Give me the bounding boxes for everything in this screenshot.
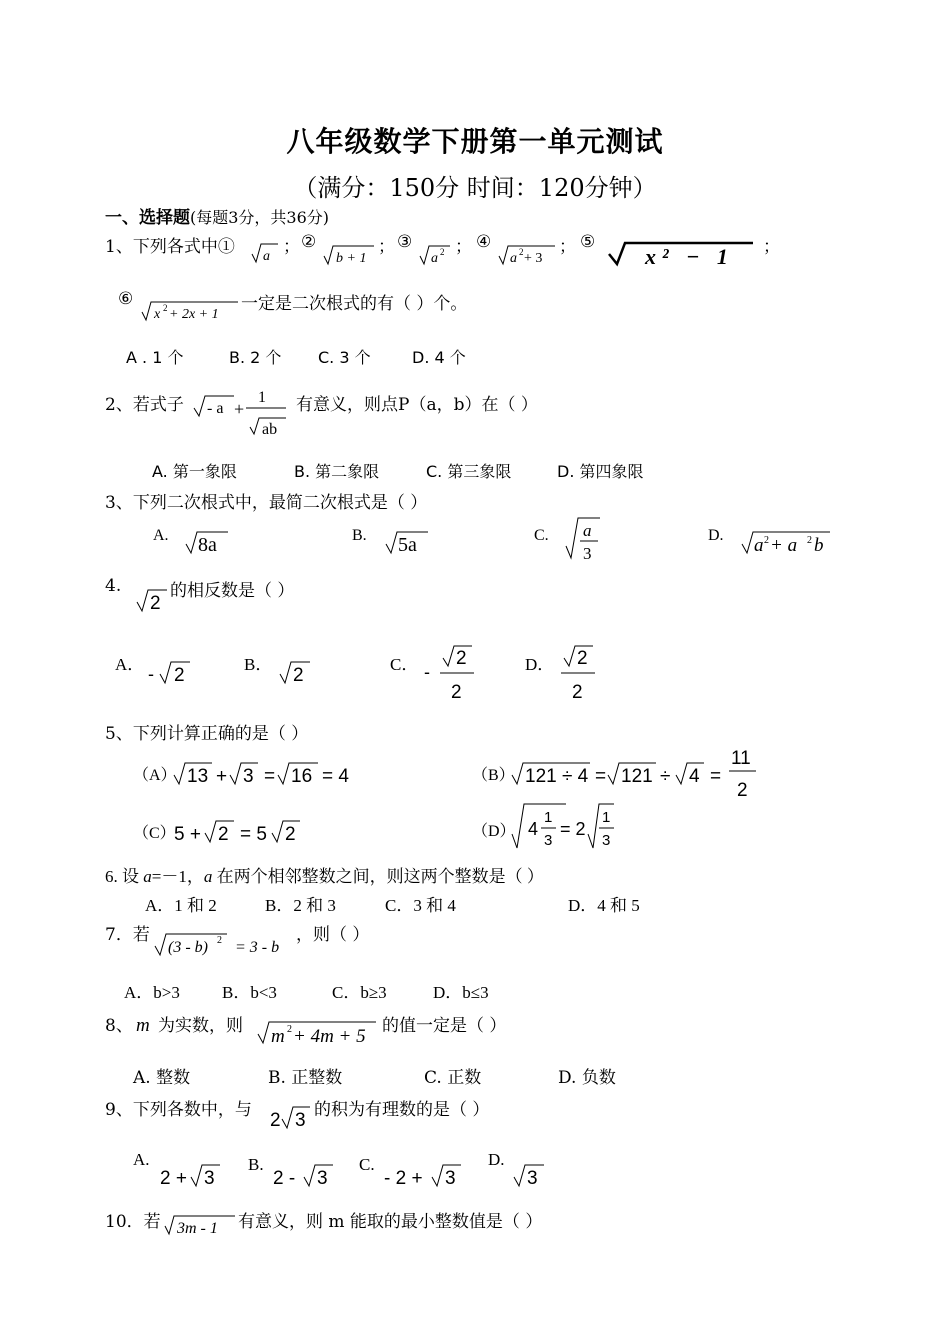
q2-option-a: A. 第一象限	[152, 462, 237, 481]
q5-option-a	[172, 756, 362, 790]
q8-expr-rest: + 4m + 5	[293, 1026, 366, 1047]
q3-label-a: A.	[153, 527, 169, 544]
q2-expr	[192, 382, 292, 442]
question-10-label: 10．若	[105, 1212, 161, 1232]
q3-label-b: B.	[352, 527, 367, 544]
question-5-text: 5、下列计算正确的是（ ）	[105, 724, 309, 744]
q8-option-b: B. 正整数	[268, 1068, 343, 1088]
q5-label-a: （A）	[133, 767, 177, 784]
q9-expr-2: 2	[270, 1110, 281, 1131]
q4-expr-text: 2	[150, 593, 161, 614]
q1-sep-1: ；	[283, 237, 300, 257]
q1-option-b: B. 2 个	[229, 348, 282, 367]
q6-option-a: A．1 和 2	[145, 896, 217, 915]
q4-option-a-minus: -	[148, 664, 154, 684]
q7-expr	[153, 927, 303, 961]
q4-option-c-num: 2	[456, 648, 467, 669]
question-8-label: 8、	[105, 1016, 133, 1036]
q9-label-c: C.	[359, 1155, 375, 1174]
q1-expr-5-text: x² − 1	[645, 244, 734, 268]
q5-label-d: （D）	[472, 823, 516, 840]
q7-expr-in: (3 - b)	[168, 939, 208, 956]
q9-option-a	[158, 1158, 224, 1192]
q9-label-a: A.	[133, 1150, 150, 1169]
q5-option-c-eq: = 5	[240, 824, 267, 845]
question-6-text	[105, 862, 544, 887]
q4-expr	[135, 584, 169, 616]
q9-option-c	[382, 1158, 466, 1192]
q1-marker-6: ⑥	[118, 289, 134, 309]
q1-expr-3-sup: 2	[440, 247, 445, 257]
q5-option-a-res: = 4	[322, 766, 349, 787]
question-3-text: 3、下列二次根式中，最简二次根式是（ ）	[105, 493, 428, 513]
q4-label-a: A．	[115, 655, 145, 674]
q5-option-b-num: 11	[731, 748, 751, 769]
q2-expr-rad: - a	[207, 400, 224, 417]
q5-option-a-r3: 16	[291, 766, 313, 787]
q5-option-d-den: 3	[544, 832, 553, 849]
q1-suffix: 一定是二次根式的有（ ）个。	[241, 294, 468, 314]
q1-expr-3-text: a	[431, 251, 438, 266]
q4-label-c: C．	[390, 655, 419, 674]
q4-option-b	[278, 656, 312, 688]
q6-text-a: 6. 设	[105, 867, 144, 886]
q1-expr-6-b: + 2x + 1	[169, 307, 219, 322]
q5-option-d-eq: = 2	[560, 819, 586, 839]
q5-label-c: （C）	[133, 825, 176, 842]
q8-expr	[256, 1015, 380, 1049]
q10-expr-in: 3m - 1	[177, 1220, 218, 1237]
q2-expr-den: ab	[262, 421, 278, 438]
q5-option-d-num2: 1	[602, 809, 611, 826]
q1-sep-2: ；	[378, 237, 395, 257]
q4-option-d-den: 2	[572, 682, 583, 703]
q5-option-b-r1: 121 ÷ 4	[525, 766, 589, 787]
page-title: 八年级数学下册第一单元测试	[286, 125, 664, 158]
q1-sep-5: ；	[763, 237, 780, 257]
q7-suffix: ，则（ ）	[296, 925, 370, 945]
q7-option-b: B．b<3	[222, 983, 277, 1002]
q1-marker-4: ④	[476, 232, 492, 252]
q5-option-d-4: 4	[528, 819, 539, 839]
q1-expr-1-text: a	[263, 249, 270, 264]
q10-suffix: 有意义，则 m 能取的最小整数值是（ ）	[238, 1212, 543, 1232]
q3-option-c-num: a	[583, 521, 592, 540]
q5-option-a-r2: 3	[243, 766, 254, 787]
q5-option-a-eq: =	[264, 766, 276, 787]
question-1-text: 1、下列各式中①	[105, 237, 235, 257]
q6-option-c: C．3 和 4	[385, 896, 456, 915]
q3-option-c	[564, 514, 604, 566]
q3-option-b-text: 5a	[398, 534, 417, 556]
q3-option-d-a: a	[754, 535, 764, 556]
q1-expr-5	[607, 236, 757, 268]
section-note: (每题3分，共36分)	[190, 208, 330, 227]
q10-expr	[163, 1210, 239, 1240]
q4-option-c-den: 2	[451, 682, 462, 703]
q1-option-c: C. 3 个	[318, 348, 371, 367]
q2-option-c: C. 第三象限	[426, 462, 512, 481]
q4-option-a	[146, 656, 194, 688]
q9-expr	[268, 1100, 314, 1134]
q7-option-c: C．b≥3	[332, 983, 387, 1002]
q3-option-d-plus: + a	[770, 535, 798, 556]
q4-suffix: 的相反数是（ ）	[170, 581, 295, 601]
q5-option-c-5: 5 +	[174, 824, 201, 845]
q3-label-d: D.	[708, 527, 724, 544]
section-heading	[105, 203, 329, 228]
q5-option-a-plus: +	[216, 766, 228, 787]
q5-option-c	[172, 814, 302, 848]
q5-option-c-r: 2	[218, 824, 229, 845]
q5-option-b-den: 2	[737, 780, 748, 801]
q5-option-b-div: ÷	[660, 766, 671, 787]
q9-expr-r: 3	[295, 1110, 306, 1131]
q1-expr-1	[250, 238, 280, 268]
q5-option-b-r2: 121	[621, 766, 653, 787]
question-4-label: 4.	[105, 576, 122, 596]
q4-label-b: B．	[244, 655, 273, 674]
q3-label-c: C.	[534, 527, 549, 544]
q1-expr-4-b: + 3	[524, 251, 543, 266]
q4-option-c-minus: -	[424, 662, 430, 682]
q6-option-d: D．4 和 5	[568, 896, 640, 915]
q1-expr-3	[418, 240, 452, 270]
q4-label-d: D．	[525, 655, 555, 674]
q9-option-a-text: 2 +	[160, 1168, 187, 1189]
q3-option-d-sup2: 2	[807, 535, 812, 546]
q4-option-c	[422, 640, 476, 704]
q8-expr-sup: 2	[287, 1024, 292, 1035]
q6-text-b: =－1，	[151, 867, 204, 886]
q1-sep-3: ；	[455, 237, 472, 257]
q3-option-d-b: b	[814, 535, 824, 556]
q8-var: m	[136, 1015, 150, 1036]
q9-option-b	[271, 1158, 337, 1192]
q5-option-b-r3: 4	[689, 766, 700, 787]
page-subtitle: （满分：150分 时间：120分钟）	[293, 174, 657, 202]
q1-expr-4	[497, 240, 557, 270]
q5-option-d	[510, 800, 620, 858]
q6-text-c: 在两个相邻整数之间，则这两个整数是（ ）	[212, 867, 544, 886]
q9-option-a-r: 3	[204, 1168, 215, 1189]
q6-var: a	[143, 867, 152, 886]
q3-option-d-sup1: 2	[764, 535, 769, 546]
q5-option-b-eq: =	[595, 766, 607, 787]
q1-sep-4: ；	[559, 237, 576, 257]
q9-option-b-r: 3	[317, 1168, 328, 1189]
question-2-text: 2、若式子	[105, 395, 184, 415]
q5-option-d-num: 1	[544, 809, 553, 826]
q9-label-b: B.	[248, 1155, 264, 1174]
q8-expr-m: m	[271, 1026, 285, 1047]
q5-option-a-r1: 13	[187, 766, 209, 787]
q3-option-a	[184, 526, 230, 558]
q8-option-a: A. 整数	[133, 1068, 191, 1088]
q1-marker-2: ②	[301, 232, 317, 252]
section-title: 一、选择题	[105, 208, 190, 228]
q9-label-d: D.	[488, 1150, 505, 1169]
q1-expr-4-sup: 2	[519, 247, 524, 257]
q8-suffix: 的值一定是（ ）	[382, 1016, 507, 1036]
q9-option-c-r: 3	[445, 1168, 456, 1189]
q2-expr-plus: +	[234, 399, 245, 419]
q7-expr-sup: 2	[217, 935, 222, 946]
q1-expr-6	[140, 296, 240, 326]
q9-option-d-r: 3	[527, 1168, 538, 1189]
q5-label-b: （B）	[472, 767, 515, 784]
q7-expr-eq: = 3 - b	[235, 939, 280, 956]
q3-option-b	[384, 526, 430, 558]
q5-option-c-r2: 2	[285, 824, 296, 845]
q6-var-2: a	[203, 867, 213, 886]
q2-option-d: D. 第四象限	[557, 462, 644, 481]
q5-option-b	[510, 742, 760, 802]
q1-expr-2	[322, 240, 376, 270]
q1-option-a: A . 1 个	[126, 348, 184, 367]
q2-suffix: 有意义，则点P（a，b）在（ ）	[296, 395, 538, 415]
q1-expr-4-a: a	[510, 251, 517, 266]
q1-option-d: D. 4 个	[412, 348, 466, 367]
q8-option-d: D. 负数	[558, 1068, 616, 1088]
q2-option-b: B. 第二象限	[294, 462, 380, 481]
q8-option-c: C. 正数	[424, 1068, 482, 1088]
q9-option-b-text: 2 -	[273, 1168, 296, 1189]
q1-expr-6-sup: 2	[163, 303, 168, 313]
q7-option-d: D．b≤3	[433, 983, 489, 1002]
q1-expr-2-text: b + 1	[336, 251, 367, 266]
q3-option-d	[740, 526, 832, 558]
q6-option-b: B．2 和 3	[265, 896, 336, 915]
q3-option-a-text: 8a	[198, 534, 217, 556]
q5-option-b-eq2: =	[710, 766, 722, 787]
q4-option-a-two: 2	[174, 665, 185, 686]
q1-expr-6-a: x	[154, 307, 161, 322]
question-9-text: 9、下列各数中，与	[105, 1100, 252, 1120]
q3-option-c-den: 3	[583, 544, 592, 563]
q1-marker-5: ⑤	[580, 232, 596, 252]
question-7-label: 7．若	[105, 925, 150, 945]
q7-option-a: A．b>3	[124, 983, 180, 1002]
q1-marker-3: ③	[397, 232, 413, 252]
q4-option-b-two: 2	[293, 665, 304, 686]
q9-option-c-text: - 2 +	[384, 1168, 423, 1189]
q4-option-d	[558, 640, 598, 704]
q4-option-d-num: 2	[577, 648, 588, 669]
q9-option-d	[512, 1158, 548, 1192]
q8-mid: 为实数，则	[158, 1016, 243, 1036]
q5-option-d-den2: 3	[602, 832, 611, 849]
q9-suffix: 的积为有理数的是（ ）	[314, 1100, 490, 1120]
q2-expr-num: 1	[258, 389, 266, 406]
